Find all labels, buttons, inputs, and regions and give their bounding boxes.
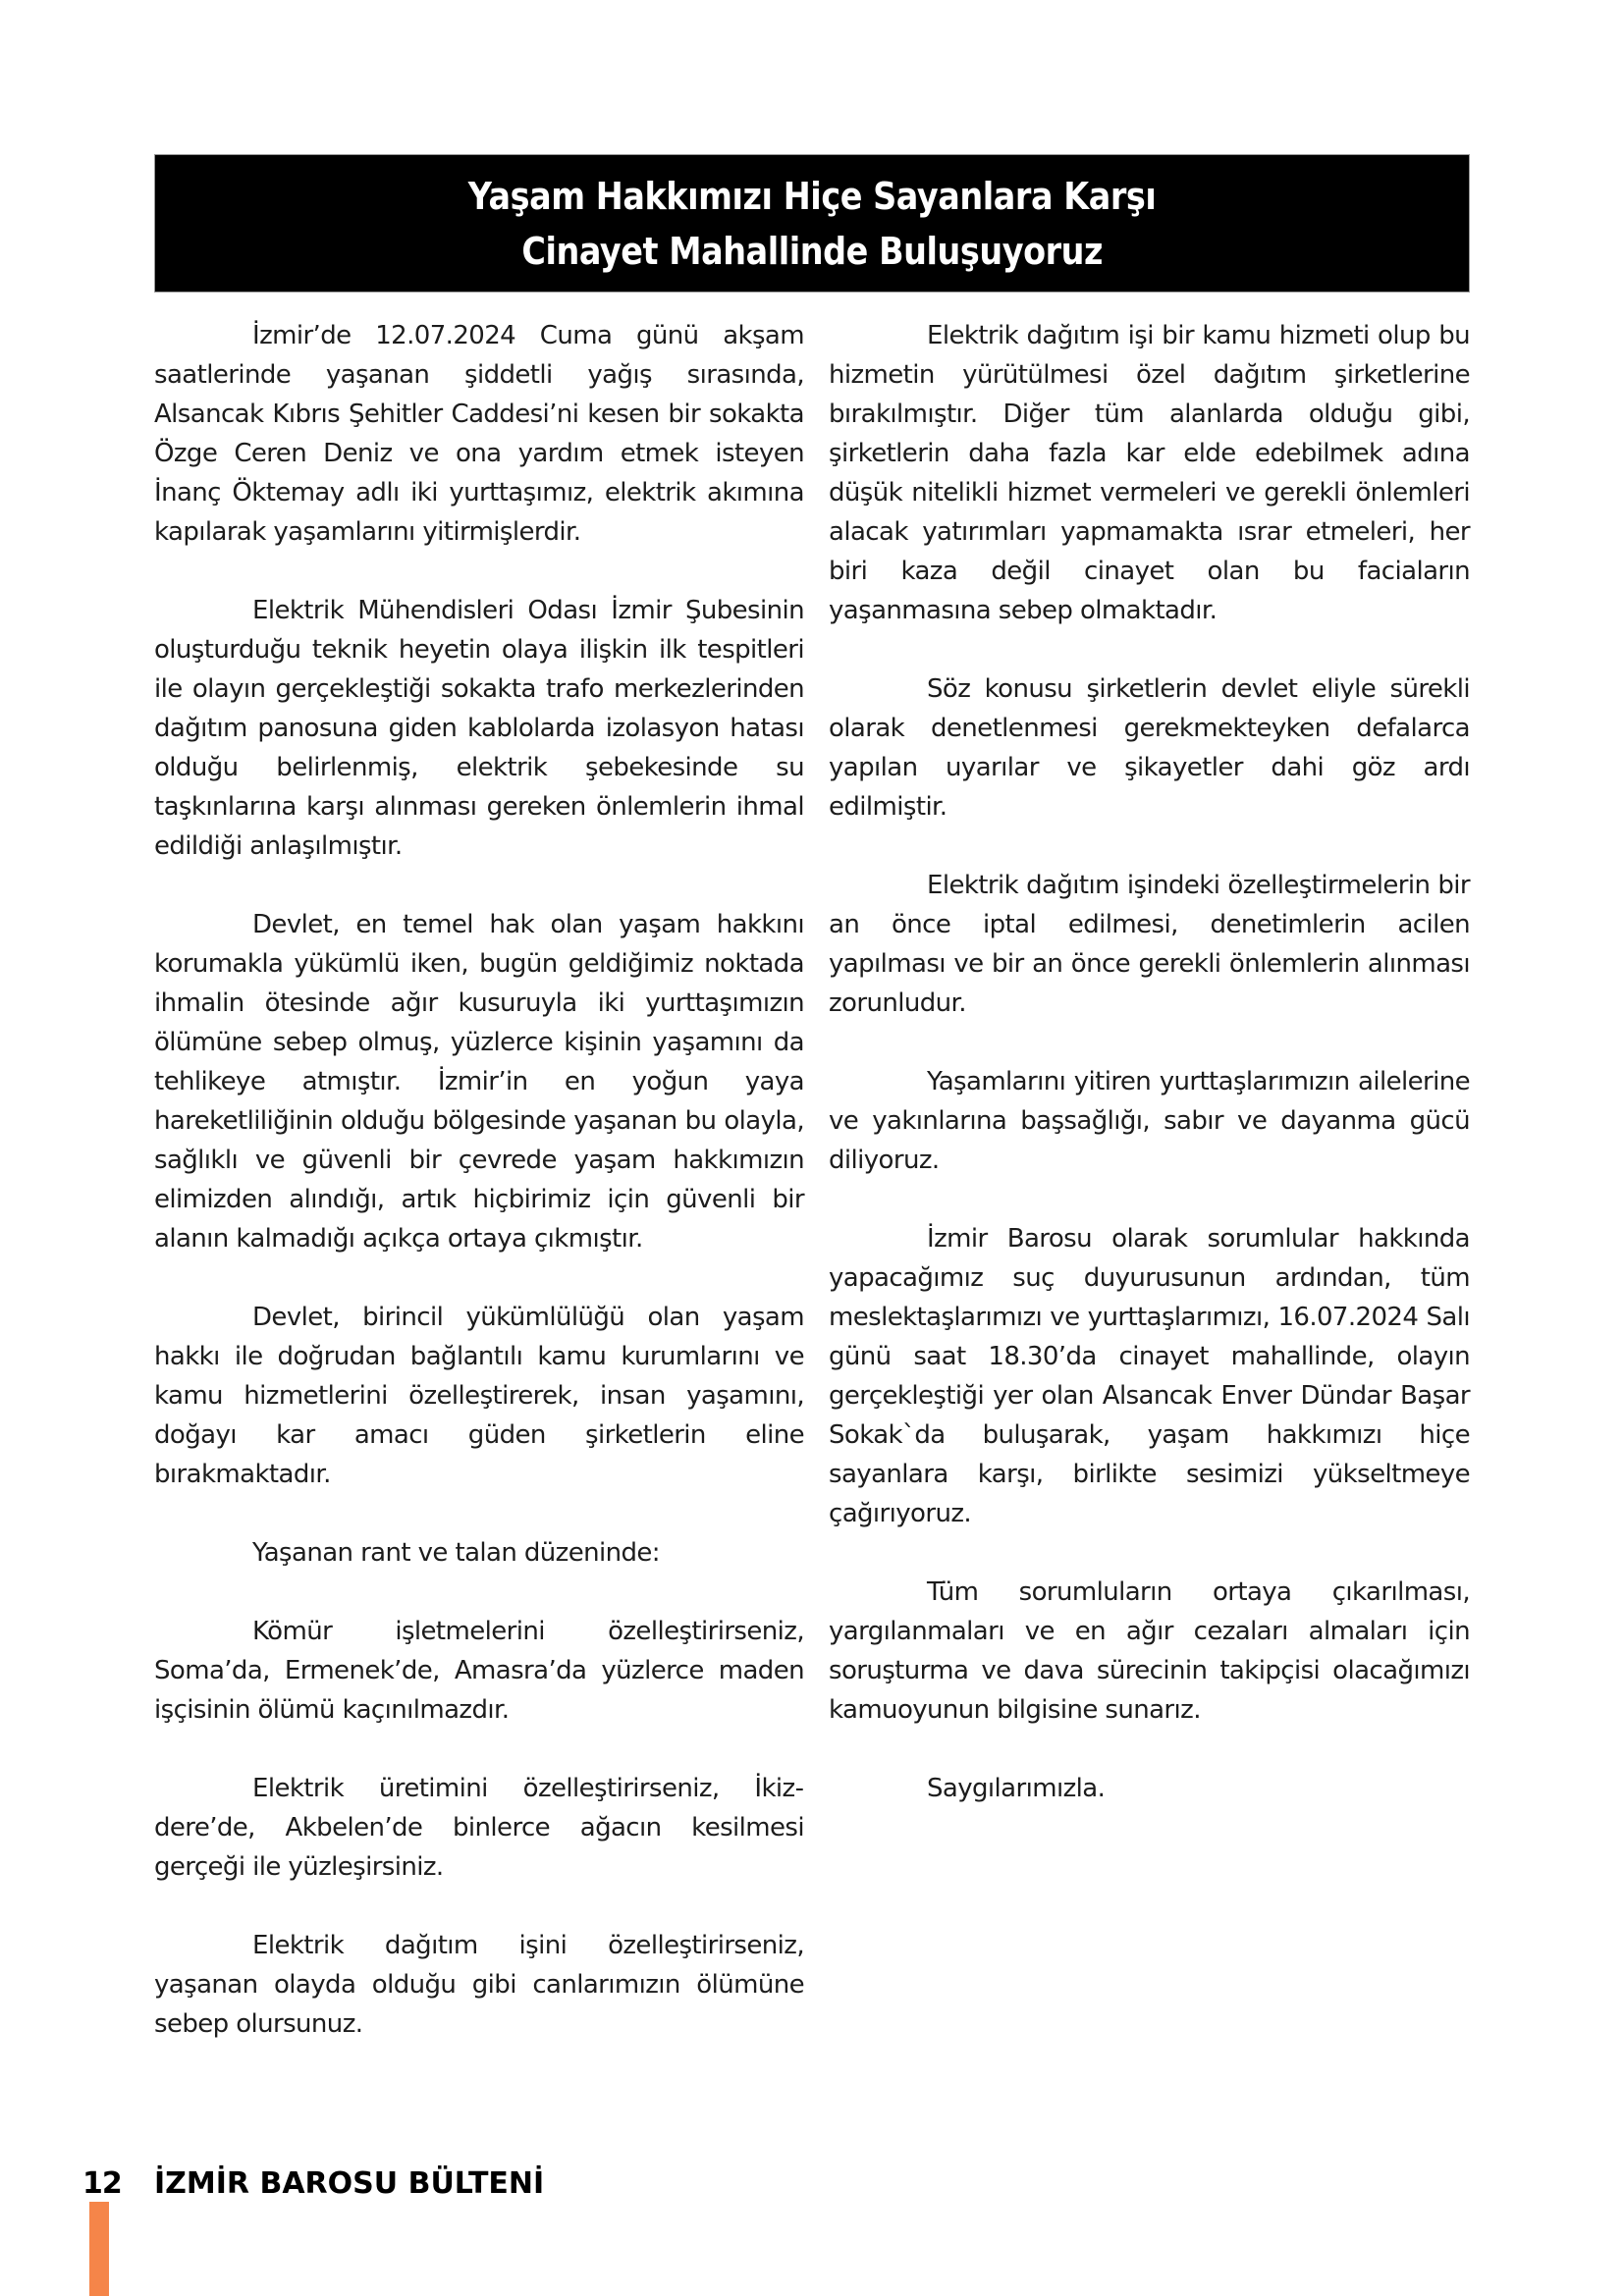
article-paragraph: Elektrik Mühendisleri Odası İzmir Şubesinin oluşturduğu teknik heyetin olaya ilişkin ilk tespitleri ile olayın gerçekleştiği sokakta trafo merkezlerinden dağıtım panosuna giden kablolarda izolasyon hatası olduğu belirlenmiş, elektrik şebekesinde su taşkınlarına karşı alınması gereken önlemlerin ihmal edildiği anlaşılmıştır. bbox=[154, 596, 804, 861]
article-title-line-1: Yaşam Hakkımızı Hiçe Sayanlara Karşı bbox=[467, 174, 1157, 218]
article-title-line-2: Cinayet Mahallinde Buluşuyoruz bbox=[521, 229, 1103, 273]
article-paragraph: Devlet, birincil yükümlülüğü olan yaşam hakkı ile doğrudan bağlantılı kamu kurumlarını ve kamu hizmetlerini özelleştirerek, insan yaşamını, doğayı kar amacı güden şirketlerin eline bırakmaktadır. bbox=[154, 1303, 804, 1489]
article-right-column bbox=[829, 316, 1470, 1808]
article-paragraph: İzmir’de 12.07.2024 Cuma günü akşam saatlerinde yaşanan şiddetli yağış sırasında, Alsancak Kıbrıs Şehitler Caddesi’ni kesen bir sokakta Özge Ceren Deniz ve ona yardım etmek isteyen İnanç Öktemay adlı iki yurttaşımız, elektrik akımına kapılarak yaşamlarını yitirmişlerdir. bbox=[154, 321, 804, 547]
article-paragraph: Elektrik dağıtım işi bir kamu hizmeti olup bu hizmetin yürütülmesi özel dağıtım şirketlerine bırakılmıştır. Diğer tüm alanlarda olduğu gibi, şirketlerin daha fazla kar elde edebilmek adına düşük nitelikli hizmet vermeleri ve gerekli önlemleri alacak yatırımları yapmamakta ısrar etmeleri, her biri kaza değil cinayet olan bu faciaların yaşanmasına sebep olmaktadır. bbox=[829, 321, 1470, 625]
article-paragraph: Elektrik dağıtım işini özelleştirirseniz, yaşanan olayda olduğu gibi canlarımızın ölümüne sebep olursunuz. bbox=[154, 1931, 804, 2039]
article-paragraph: Elektrik üretimini özelleştirirseniz, İkizdere’de, Akbelen’de binlerce ağacın kesilmesi gerçeği ile yüzleşirsiniz. bbox=[154, 1774, 804, 1882]
article-paragraph: Kömür işletmelerini özelleştirirseniz, Soma’da, Ermenek’de, Amasra’da yüzlerce maden işçisinin ölümü kaçınılmazdır. bbox=[154, 1617, 804, 1725]
article-paragraph: Tüm sorumluların ortaya çıkarılması, yargılanmaları ve en ağır cezaları almaları için soruşturma ve dava sürecinin takipçisi olacağımızı kamuoyunun bilgisine sunarız. bbox=[829, 1577, 1470, 1725]
article-title-banner bbox=[154, 154, 1470, 293]
article-paragraph: Devlet, en temel hak olan yaşam hakkını korumakla yükümlü iken, bugün geldiğimiz noktada ihmalin ötesinde ağır kusuruyla iki yurttaşımızın ölümüne sebep olmuş, yüzlerce kişinin yaşamını da tehlikeye atmıştır. İzmir’in en yoğun yaya hareketliliğinin olduğu bölgesinde yaşanan bu olayla, sağlıklı ve güvenli bir çevrede yaşam hakkımızın elimizden alındığı, artık hiçbirimiz için güvenli bir alanın kalmadığı açıkça ortaya çıkmıştır. bbox=[154, 910, 804, 1254]
publication-title: İZMİR BAROSU BÜLTENİ bbox=[154, 2166, 545, 2201]
article-left-column bbox=[154, 316, 804, 2044]
article-paragraph: İzmir Barosu olarak sorumlular hakkında yapacağımız suç duyurusunun ardından, tüm meslektaşlarımızı ve yurttaşlarımızı, 16.07.2024 Salı günü saat 18.30’da cinayet mahallinde, olayın gerçekleştiği yer olan Alsancak Enver Dündar Başar Sokak`da buluşarak, yaşam hakkımızı hiçe sayanlara karşı, birlikte sesimizi yükseltmeye çağırıyoruz. bbox=[829, 1224, 1470, 1528]
article-paragraph: Yaşanan rant ve talan düzeninde: bbox=[252, 1538, 660, 1568]
page-number: 12 bbox=[82, 2166, 122, 2201]
article-paragraph: Söz konusu şirketlerin devlet eliyle sürekli olarak denetlenmesi gerekmekteyken defalarca yapılan uyarılar ve şikayetler dahi göz ardı edilmiştir. bbox=[829, 674, 1470, 822]
article-signoff: Saygılarımızla. bbox=[927, 1774, 1106, 1803]
article-paragraph: Yaşamlarını yitiren yurttaşlarımızın ailelerine ve yakınlarına başsağlığı, sabır ve dayanma gücü diliyoruz. bbox=[829, 1067, 1470, 1175]
article-paragraph: Elektrik dağıtım işindeki özelleştirmelerin bir an önce iptal edilmesi, denetimlerin acilen yapılması ve bir an önce gerekli önlemlerin alınması zorunludur. bbox=[829, 871, 1470, 1018]
footer-accent-bar bbox=[89, 2202, 109, 2296]
